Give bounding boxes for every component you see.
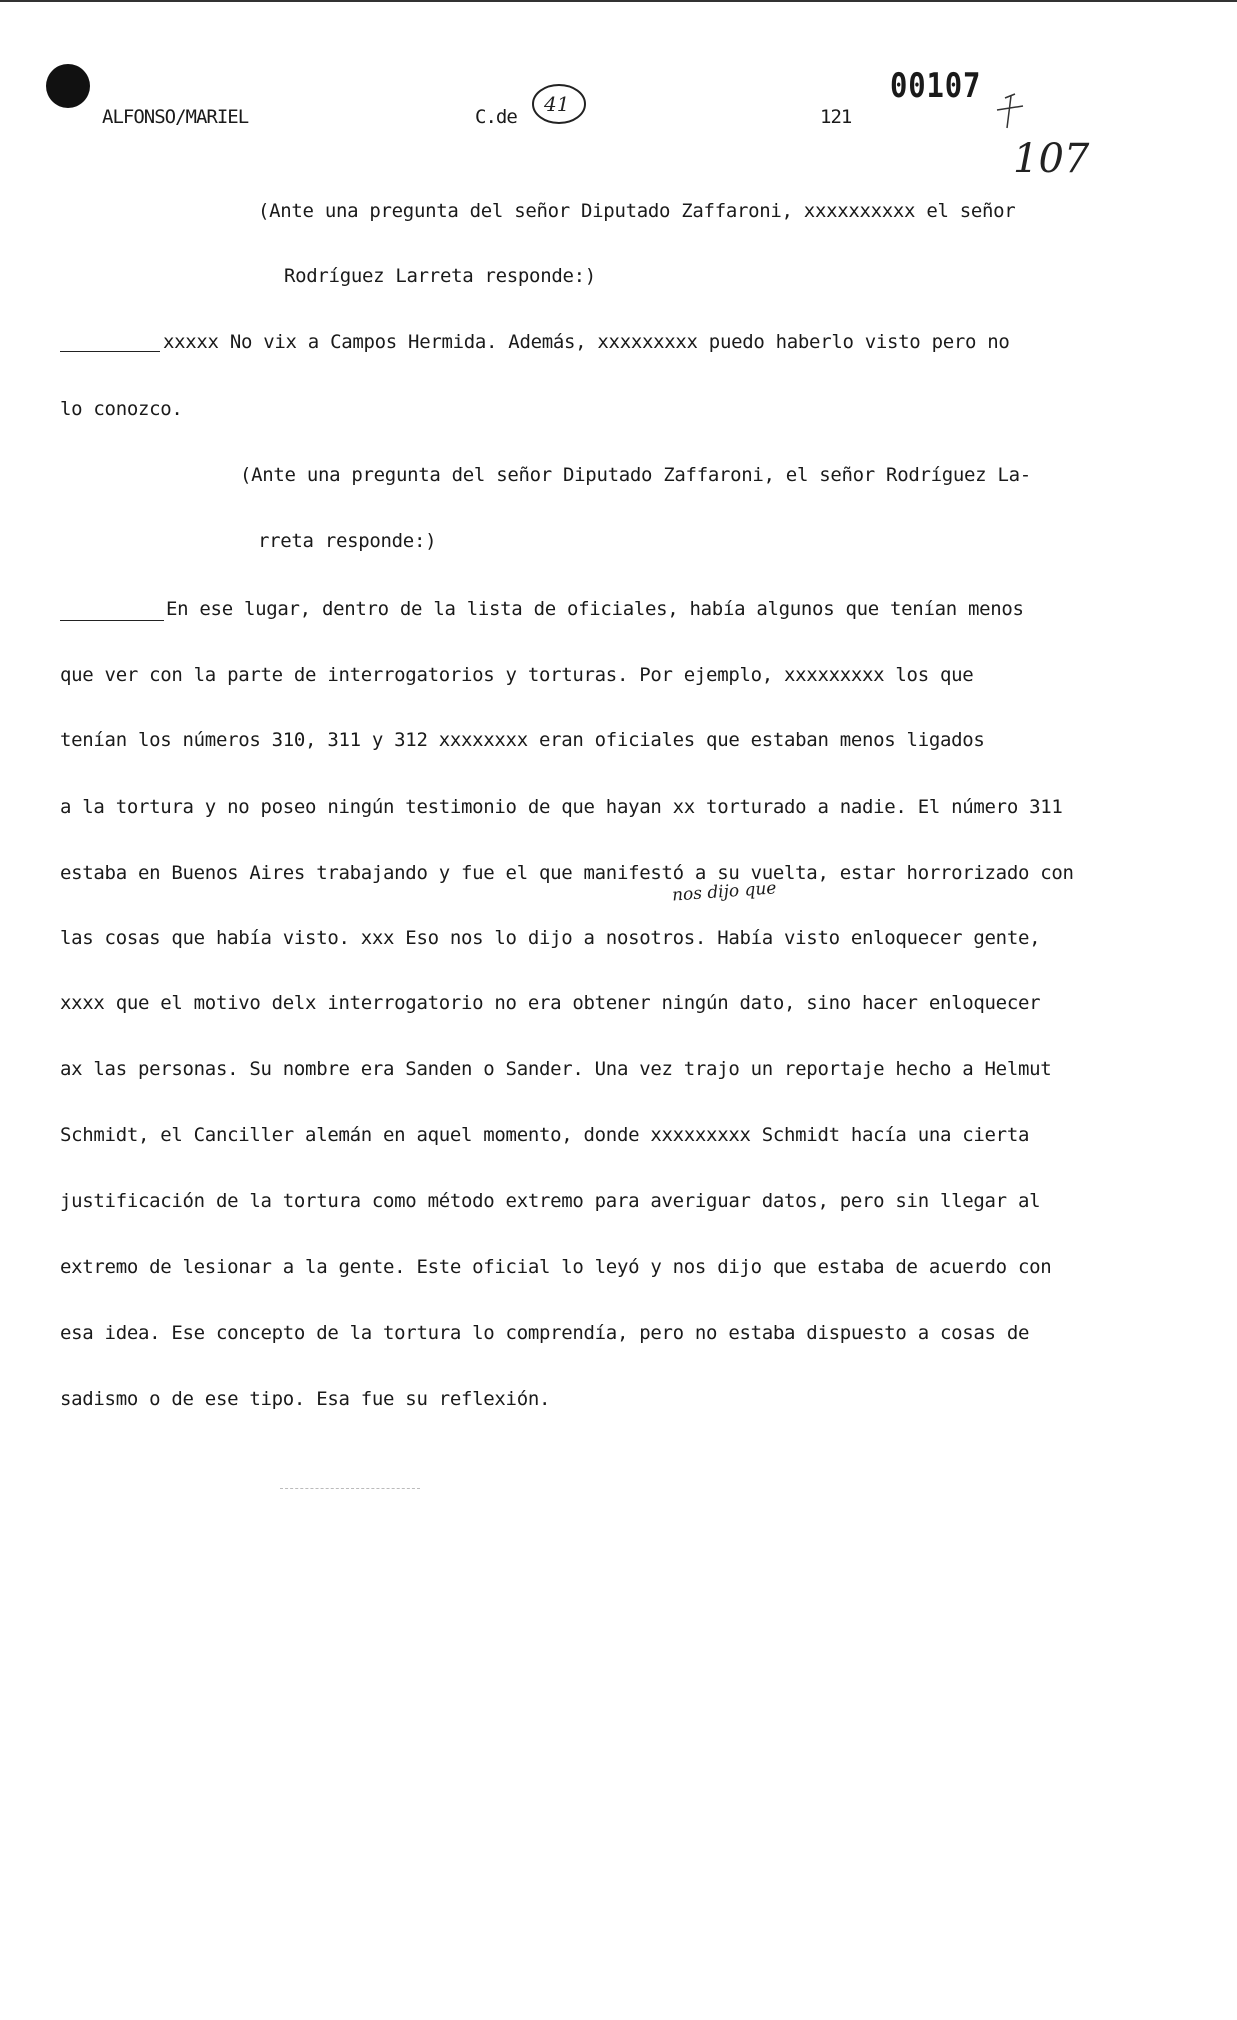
body-line: Schmidt, el Canciller alemán en aquel momento, donde xxxxxxxxx Schmidt hacía una cierta [60,1124,1030,1146]
body-line: a la tortura y no poseo ningún testimonio de que hayan xx torturado a nadie. El número 311 [60,796,1063,818]
body-line: extremo de lesionar a la gente. Este oficial lo leyó y nos dijo que estaba de acuerdo con [60,1256,1052,1278]
handwritten-insert: nos dijo que [671,878,778,906]
body-line: tenían los números 310, 311 y 312 xxxxxxxx eran oficiales que estaban menos ligados [60,729,985,751]
body-line: sadismo o de ese tipo. Esa fue su reflexión. [60,1388,551,1410]
body-line: que ver con la parte de interrogatorios y torturas. Por ejemplo, xxxxxxxxx los que [60,664,974,686]
faint-mark [280,1488,420,1489]
circled-number-stamp [530,82,588,126]
body-line: justificación de la tortura como método extremo para averiguar datos, pero sin llegar al [60,1190,1041,1212]
body-line: Rodríguez Larreta responde:) [284,265,596,287]
body-line: xxxx que el motivo delx interrogatorio no era obtener ningún dato, sino hacer enloquecer [60,992,1041,1014]
body-line: rreta responde:) [258,530,437,552]
header-page-number: 121 [820,106,852,128]
handwritten-folio [975,88,1090,182]
punch-hole [46,64,90,108]
header-session: C.de [475,106,517,128]
body-line: las cosas que había visto. xxx Eso nos lo dijo a nosotros. Había visto enloquecer gente, [60,927,1041,949]
body-line: ax las personas. Su nombre era Sanden o Sander. Una vez trajo un reportaje hecho a Helmut [60,1058,1052,1080]
body-line: estaba en Buenos Aires trabajando y fue el que manifestó a su vuelta, estar horrorizado con [60,862,1074,884]
header-author: ALFONSO/MARIEL [102,106,249,128]
indent-rule [60,351,160,352]
body-line: (Ante una pregunta del señor Diputado Zaffaroni, xxxxxxxxxx el señor [258,200,1016,222]
body-line: xxxxx No vix a Campos Hermida. Además, xxxxxxxxx puedo haberlo visto pero no [163,331,1010,353]
body-line: lo conozco. [60,398,183,420]
body-line: (Ante una pregunta del señor Diputado Zaffaroni, el señor Rodríguez La- [240,464,1031,486]
indent-rule [60,620,164,621]
svg-text:107: 107 [1013,136,1090,182]
top-edge-line [0,0,1237,2]
body-line: esa idea. Ese concepto de la tortura lo comprendía, pero no estaba dispuesto a cosas de [60,1322,1030,1344]
body-line: En ese lugar, dentro de la lista de oficiales, había algunos que tenían menos [166,598,1024,620]
svg-text:41: 41 [544,92,570,116]
document-number: 00107 [890,66,982,106]
